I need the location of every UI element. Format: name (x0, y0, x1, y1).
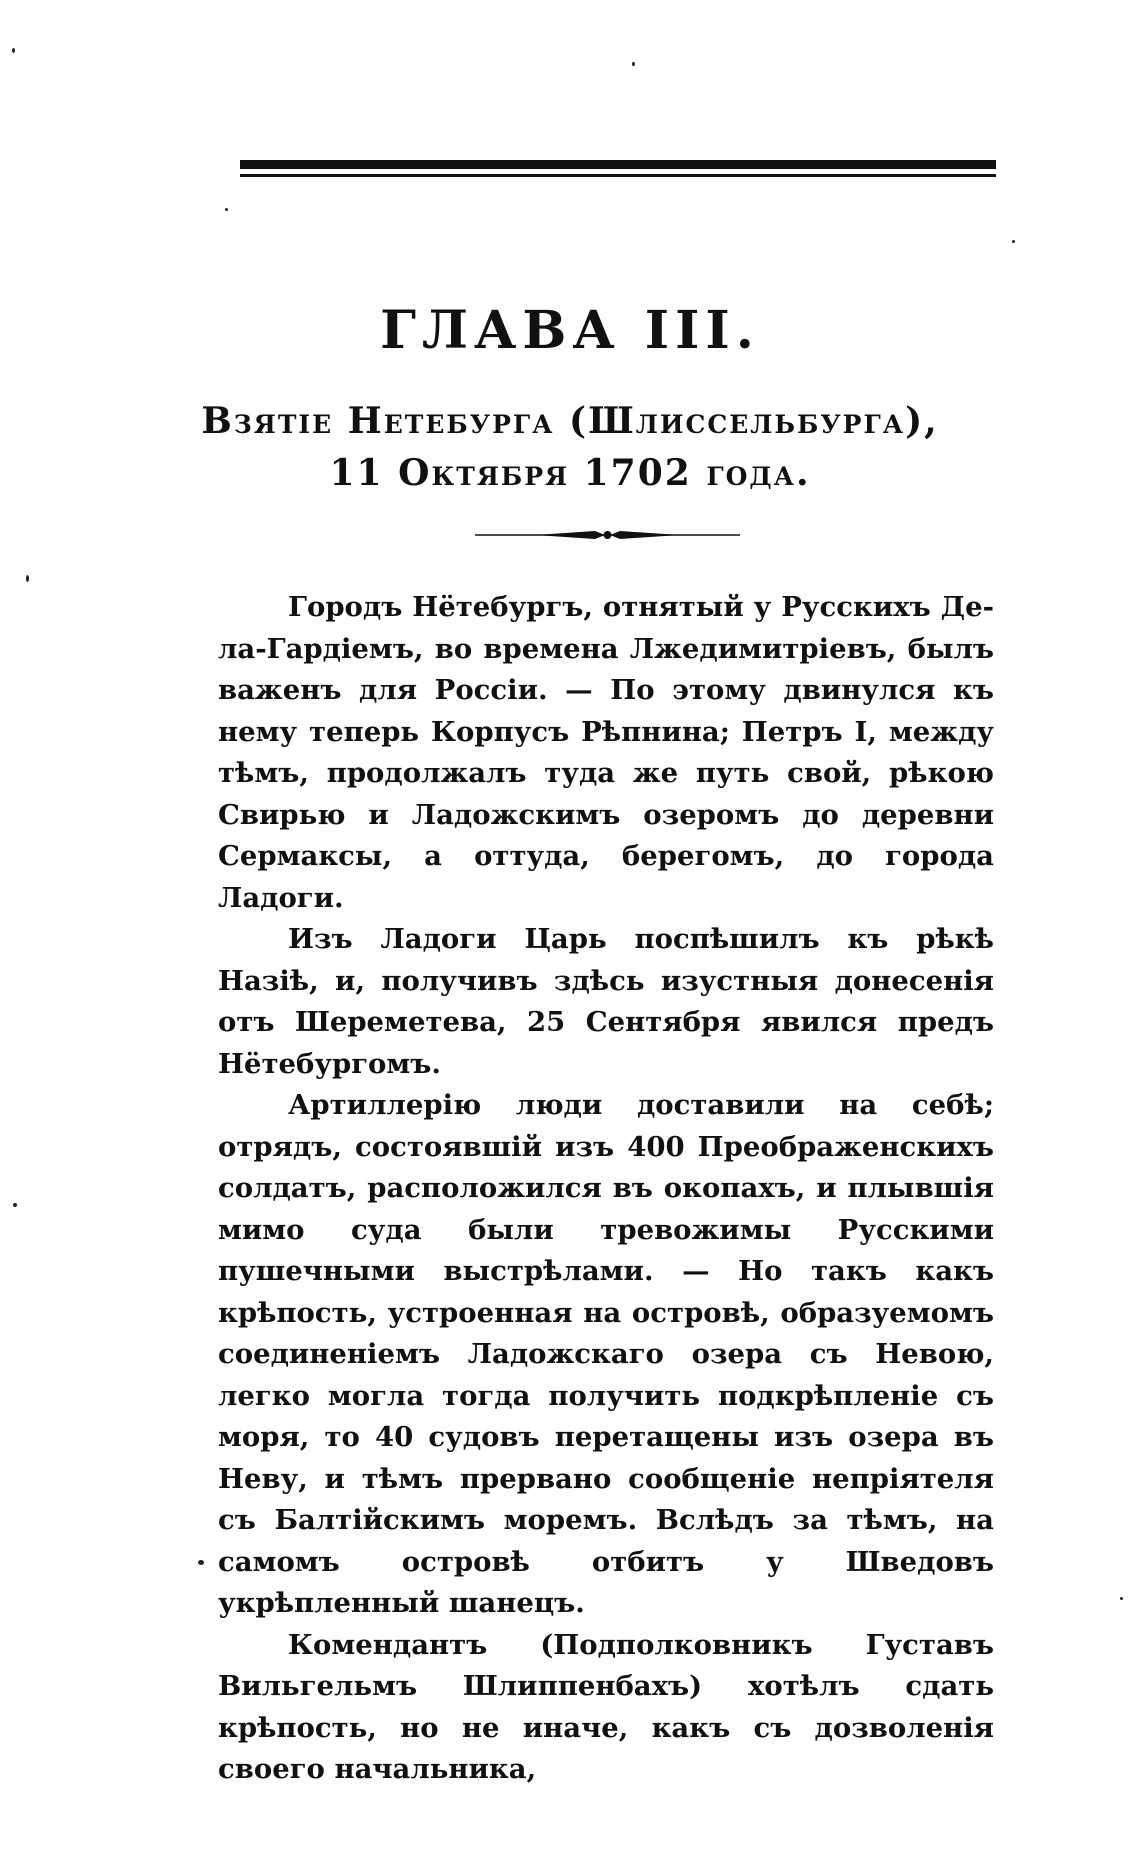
scan-speck (1012, 240, 1015, 243)
scan-speck (225, 208, 228, 211)
chapter-subtitle (0, 395, 1140, 499)
scan-speck (632, 62, 635, 66)
scan-speck (12, 48, 15, 53)
chapter-subtitle-line-1: Взятіе Нетебурга (Шлиссельбурга), (201, 400, 939, 442)
paragraph-1: Городъ Нётебургъ, отнятый у Русскихъ Де-ла-Гардіемъ, во времена Лжедимитріевъ, былъ важенъ для Россіи. — По этому двинулся къ нему теперь Корпусъ Рѣпнина; Петръ I, между тѣмъ, продолжалъ туда же путь свой, рѣкою Свирью и Ладожскимъ озеромъ до деревни Сермаксы, а оттуда, берегомъ, до города Ладоги. (218, 591, 994, 914)
paragraph-2: Изъ Ладоги Царь поспѣшилъ къ рѣкѣ Назіѣ, и, получивъ здѣсь изустныя донесенія отъ Шереметева, 25 Сентября явился предъ Нётебургомъ. (218, 923, 994, 1080)
chapter-title: ГЛАВА III. (380, 300, 760, 361)
body-text (218, 587, 994, 1791)
top-rule-thick-line (240, 160, 996, 169)
paragraph-4: Комендантъ (Подполковникъ Густавъ Вильгельмъ Шлиппенбахъ) хотѣлъ сдать крѣпость, но не иначе, какъ съ дозволенія своего начальника, (218, 1628, 994, 1785)
scan-speck (198, 1560, 204, 1565)
ornament-divider (475, 528, 740, 542)
top-rule-thin-line (240, 174, 996, 177)
scan-speck (13, 1203, 17, 1207)
scan-speck (26, 575, 29, 582)
top-double-rule (240, 160, 996, 180)
paragraph-3: Артиллерію люди доставили на себѣ; отрядъ, состоявшій изъ 400 Преображенскихъ солдатъ, расположился въ окопахъ, и плывшія мимо суда были тревожимы Русскими пушечными выстрѣлами. — Но такъ какъ крѣпость, устроенная на островѣ, образуемомъ соединеніемъ Ладожскаго озера съ Невою, легко могла тогда получить подкрѣпленіе съ моря, то 40 судовъ перетащены изъ озера въ Неву, и тѣмъ прервано сообщеніе непріятеля съ Балтійскимъ моремъ. Вслѣдъ за тѣмъ, на самомъ островѣ отбитъ у Шведовъ укрѣпленный шанецъ. (218, 1089, 994, 1619)
chapter-subtitle-line-2: 11 Октября 1702 года. (329, 452, 811, 494)
scan-speck (1120, 1597, 1123, 1600)
